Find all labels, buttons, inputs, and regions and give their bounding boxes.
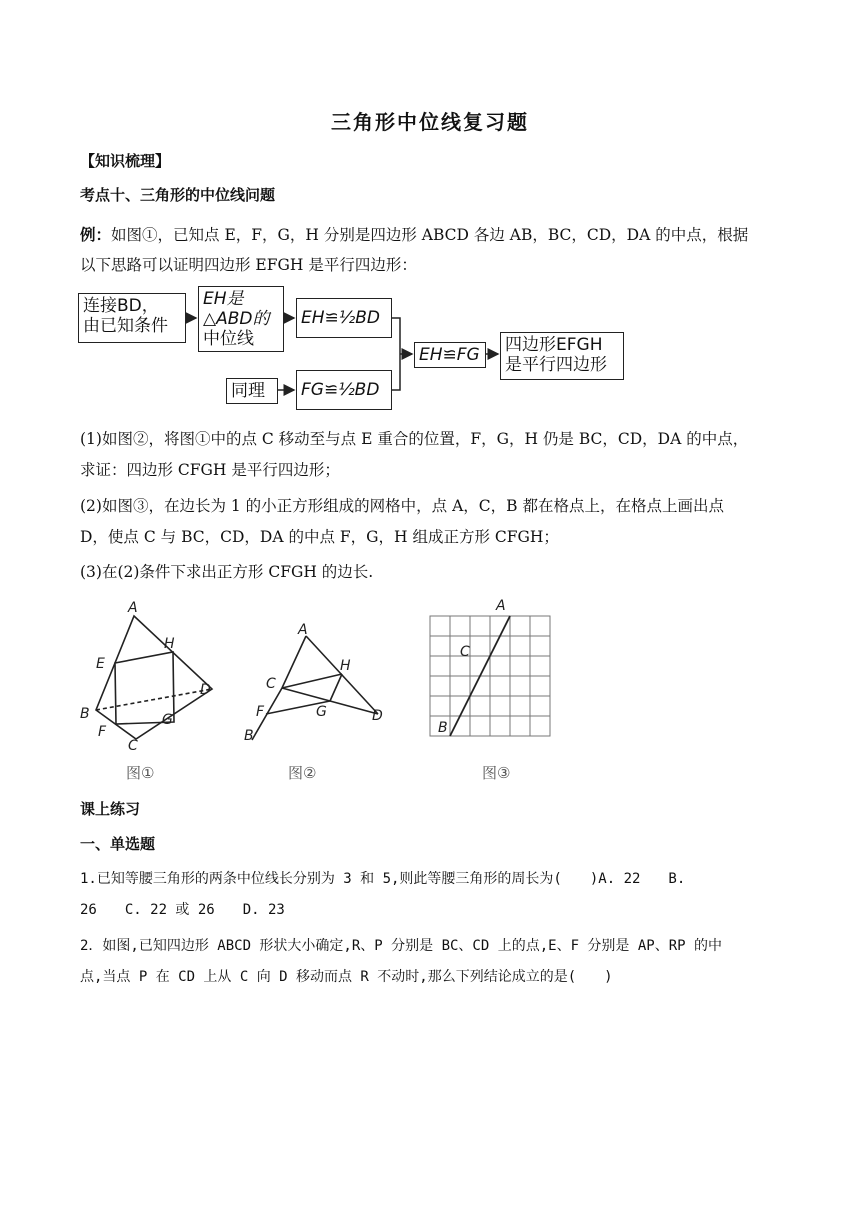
fig1-label-D: D — [200, 682, 211, 698]
figure-1-labels — [80, 600, 211, 754]
item-2-line2: 点,当点 P 在 CD 上从 C 向 D 移动而点 R 不动时,那么下列结论成立的是( ) — [80, 969, 613, 985]
flow-box-connect-line2: 由已知条件 — [83, 316, 168, 336]
fig2-label-D: D — [372, 708, 383, 724]
item-1-line1: 1.已知等腰三角形的两条中位线长分别为 3 和 5,则此等腰三角形的周长为( )A. 22 B. — [80, 871, 686, 887]
fig2-label-F: F — [256, 704, 265, 720]
flow-box-conclusion — [500, 332, 624, 380]
fig1-label-B: B — [80, 706, 90, 722]
example-text: 如图①，已知点 E，F，G，H 分别是四边形 ABCD 各边 AB，BC，CD，DA 的中点，根据 — [111, 226, 749, 244]
figure-3-labels — [438, 598, 506, 736]
flow-box-midline — [198, 286, 284, 352]
fig3-label-C: C — [460, 644, 470, 660]
flow-box-eh-fg: EH≌FG — [414, 342, 486, 368]
figure-2-labels — [244, 622, 383, 744]
question-1-line2: 求证：四边形 CFGH 是平行四边形； — [80, 461, 340, 479]
flow-box-fg: FG≌½BD — [296, 370, 392, 410]
example-lead: 例： — [80, 225, 112, 244]
fig2-label-B: B — [244, 728, 254, 744]
flow-box-midline-line1: EH是 — [203, 289, 244, 309]
item-1-line2: 26 C. 22 或 26 D. 23 — [80, 902, 285, 918]
fig1-label-E: E — [96, 656, 105, 672]
fig2-label-H: H — [340, 658, 351, 674]
flow-box-same: 同理 — [226, 378, 278, 404]
fig2-label-A: A — [298, 622, 308, 638]
fig1-label-A: A — [128, 600, 138, 616]
fig1-label-F: F — [98, 724, 107, 740]
flow-box-connect — [78, 293, 186, 343]
question-3: (3)在(2)条件下求出正方形 CFGH 的边长. — [80, 563, 374, 581]
fig2-label-C: C — [266, 676, 276, 692]
practice-heading: 课上练习 — [80, 800, 141, 818]
topic-heading: 考点十、三角形的中位线问题 — [80, 186, 276, 204]
figures — [76, 594, 556, 788]
fig1-label-C: C — [128, 738, 138, 754]
flow-box-eh: EH≌½BD — [296, 298, 392, 338]
figure-3-grid — [430, 616, 550, 736]
fig3-label-A: A — [496, 598, 506, 614]
flow-box-connect-line1: 连接BD， — [83, 296, 159, 316]
flowchart — [78, 286, 628, 416]
flow-box-midline-line3: 中位线 — [203, 329, 254, 349]
question-1-line1: (1)如图②，将图①中的点 C 移动至与点 E 重合的位置，F，G，H 仍是 BC，CD，DA 的中点， — [80, 430, 749, 448]
fig2-label-G: G — [316, 704, 327, 720]
example-line2: 以下思路可以证明四边形 EFGH 是平行四边形： — [80, 256, 417, 274]
figure-1 — [96, 616, 212, 739]
figure-1-caption: 图① — [126, 764, 155, 782]
fig3-label-B: B — [438, 720, 448, 736]
single-choice-heading: 一、单选题 — [80, 835, 156, 853]
question-2-line1: (2)如图③，在边长为 1 的小正方形组成的网格中，点 A，C，B 都在格点上，在格点上画出点 — [80, 497, 724, 515]
figure-2-caption: 图② — [288, 764, 317, 782]
flow-box-conclusion-line2: 是平行四边形 — [505, 355, 607, 375]
question-2-line2: D，使点 C 与 BC，CD，DA 的中点 F，G，H 组成正方形 CFGH； — [80, 528, 559, 546]
item-2-line1: 2．如图,已知四边形 ABCD 形状大小确定,R、P 分别是 BC、CD 上的点,E、F 分别是 AP、RP 的中 — [80, 938, 723, 954]
fig1-label-G: G — [162, 712, 173, 728]
flow-box-midline-line2: △ABD的 — [203, 309, 270, 329]
flow-box-conclusion-line1: 四边形EFGH — [505, 335, 603, 355]
page-title: 三角形中位线复习题 — [331, 110, 529, 134]
example-line1 — [80, 219, 782, 251]
figure-3-caption: 图③ — [482, 764, 511, 782]
fig1-label-H: H — [164, 636, 175, 652]
section-label: 【知识梳理】 — [80, 152, 171, 170]
